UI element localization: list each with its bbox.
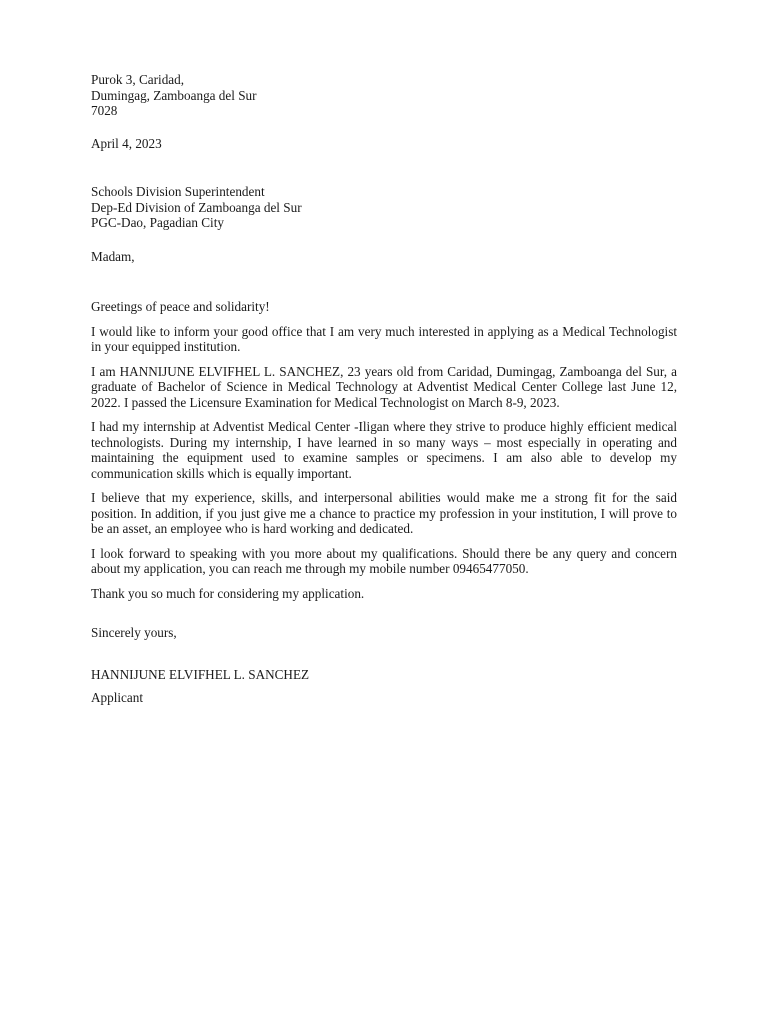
letter-page [91, 72, 677, 706]
signature-name: HANNIJUNE ELVIFHEL L. SANCHEZ [91, 666, 310, 682]
recipient-address-line: PGC-Dao, Pagadian City [91, 215, 224, 230]
body-paragraph: I believe that my experience, skills, and interpersonal abilities would make me a strong fit for the said position. In addition, if you just give me a chance to practice my profession in your institution, I will prove to be an asset, an employee who is hard working and dedicated. [91, 490, 677, 536]
signature-title: Applicant [91, 690, 144, 705]
body-paragraph: I would like to inform your good office that I am very much interested in applying as a Medical Technologist in your equipped institution. [91, 323, 677, 354]
recipient-address [91, 184, 677, 231]
sender-address-line: Purok 3, Caridad, [91, 72, 185, 87]
body-paragraph: I had my internship at Adventist Medical Center -Iligan where they strive to produce highly efficient medical technologists. During my internship, I have learned in so many ways – most especially in operating and maintaining the equipment used to examine samples or specimens. I am also able to develop my communication skills which is equally important. [91, 419, 677, 481]
sender-address-line: 7028 [91, 103, 118, 118]
greeting: Greetings of peace and solidarity! [91, 299, 270, 314]
letter-date: April 4, 2023 [91, 135, 162, 151]
body-paragraph: I look forward to speaking with you more about my qualifications. Should there be any query and concern about my application, you can reach me through my mobile number 09465477050. [91, 545, 677, 576]
body-paragraph: I am HANNIJUNE ELVIFHEL L. SANCHEZ, 23 years old from Caridad, Dumingag, Zamboanga del Sur, a graduate of Bachelor of Science in Medical Technology at Adventist Medical Center College last June 12, 2022. I passed the Licensure Examination for Medical Technologist on March 8-9, 2023. [91, 363, 677, 410]
recipient-address-line: Dep-Ed Division of Zamboanga del Sur [91, 199, 302, 215]
body-paragraph: Thank you so much for considering my application. [91, 585, 365, 601]
sender-address [91, 72, 677, 119]
recipient-address-line: Schools Division Superintendent [91, 184, 265, 199]
closing: Sincerely yours, [91, 625, 177, 640]
salutation: Madam, [91, 248, 135, 264]
sender-address-line: Dumingag, Zamboanga del Sur [91, 87, 257, 103]
